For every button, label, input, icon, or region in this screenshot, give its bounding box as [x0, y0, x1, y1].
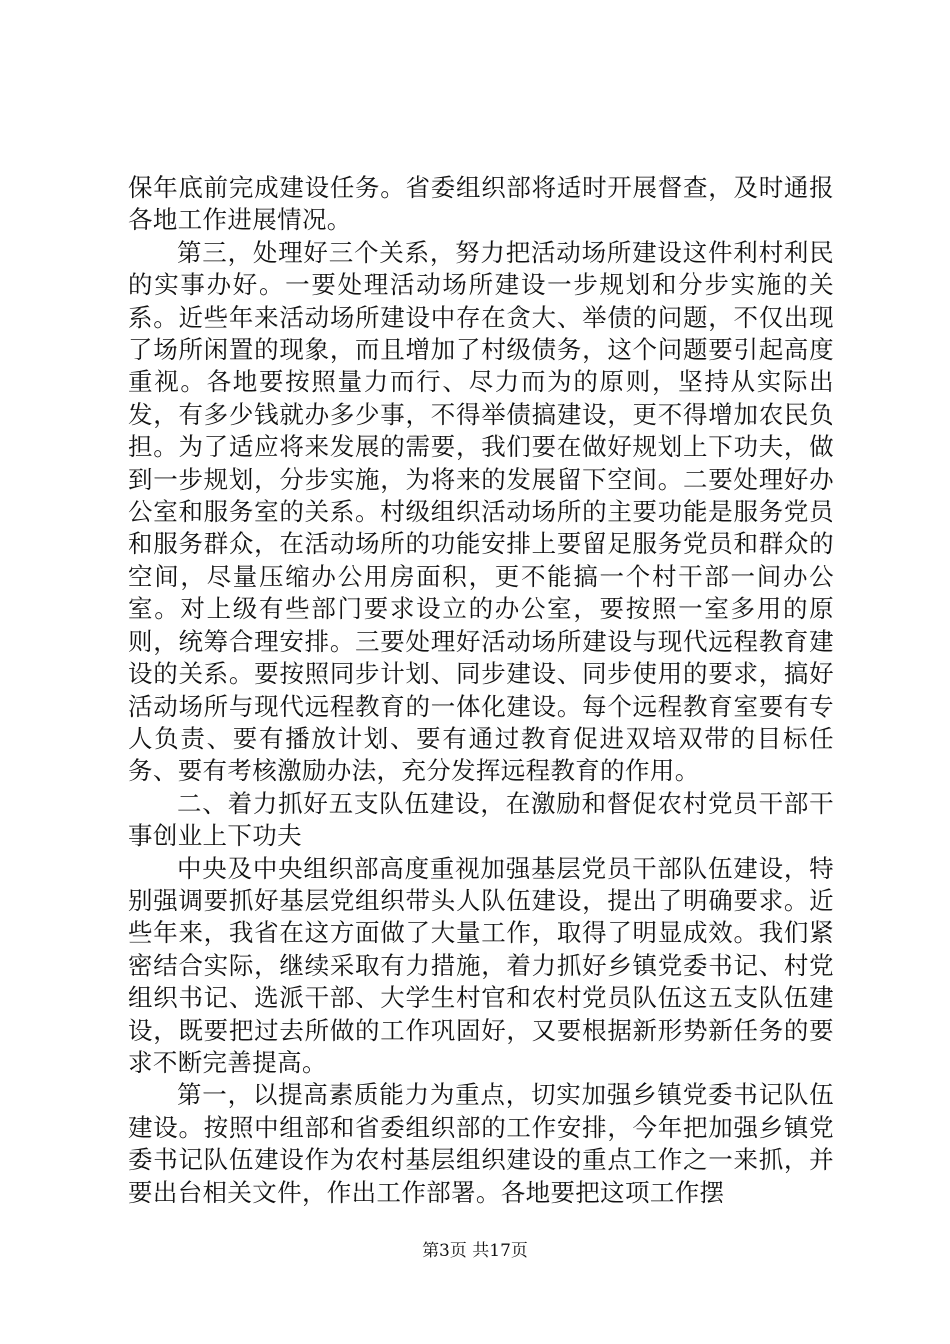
paragraph-1: 保年底前完成建设任务。省委组织部将适时开展督查，及时通报各地工作进展情况。 — [128, 173, 834, 235]
paragraph-2: 第三，处理好三个关系，努力把活动场所建设这件利村利民的实事办好。一要处理活动场所建设一步规划和分步实施的关系。近些年来活动场所建设中存在贪大、举债的问题，不仅出现了场所闲置的现象，而且增加了村级债务，这个问题要引起高度重视。各地要按照量力而行、尽力而为的原则，坚持从实际出发，有多少钱就办多少事，不得举债搞建设，更不得增加农民负担。为了适应将来发展的需要，我们要在做好规划上下功夫，做到一步规划，分步实施，为将来的发展留下空间。二要处理好办公室和服务室的关系。村级组织活动场所的主要功能是服务党员和服务群众，在活动场所的功能安排上要留足服务党员和群众的空间，尽量压缩办公用房面积，更不能搞一个村干部一间办公室。对上级有些部门要求设立的办公室，要按照一室多用的原则，统筹合理安排。三要处理好活动场所建设与现代远程教育建设的关系。要按照同步计划、同步建设、同步使用的要求，搞好活动场所与现代远程教育的一体化建设。每个远程教育室要有专人负责、要有播放计划、要有通过教育促进双培双带的目标任务、要有考核激励办法，充分发挥远程教育的作用。 — [128, 237, 834, 786]
paragraph-4: 第一，以提高素质能力为重点，切实加强乡镇党委书记队伍建设。按照中组部和省委组织部的工作安排，今年把加强乡镇党委书记队伍建设作为农村基层组织建设的重点工作之一来抓，并要出台相关文件，作出工作部署。各地要把这项工作摆 — [128, 1080, 834, 1207]
page-footer — [0, 1240, 950, 1262]
page-number-label: 第3页 共17页 — [422, 1241, 528, 1261]
paragraph-3: 中央及中央组织部高度重视加强基层党员干部队伍建设，特别强调要抓好基层党组织带头人队伍建设，提出了明确要求。近些年来，我省在这方面做了大量工作，取得了明显成效。我们紧密结合实际，继续采取有力措施，着力抓好乡镇党委书记、村党组织书记、选派干部、大学生村官和农村党员队伍这五支队伍建设，既要把过去所做的工作巩固好，又要根据新形势新任务的要求不断完善提高。 — [128, 853, 834, 1077]
section-heading: 二、着力抓好五支队伍建设，在激励和督促农村党员干部干事创业上下功夫 — [128, 788, 834, 851]
document-body — [128, 172, 834, 1209]
